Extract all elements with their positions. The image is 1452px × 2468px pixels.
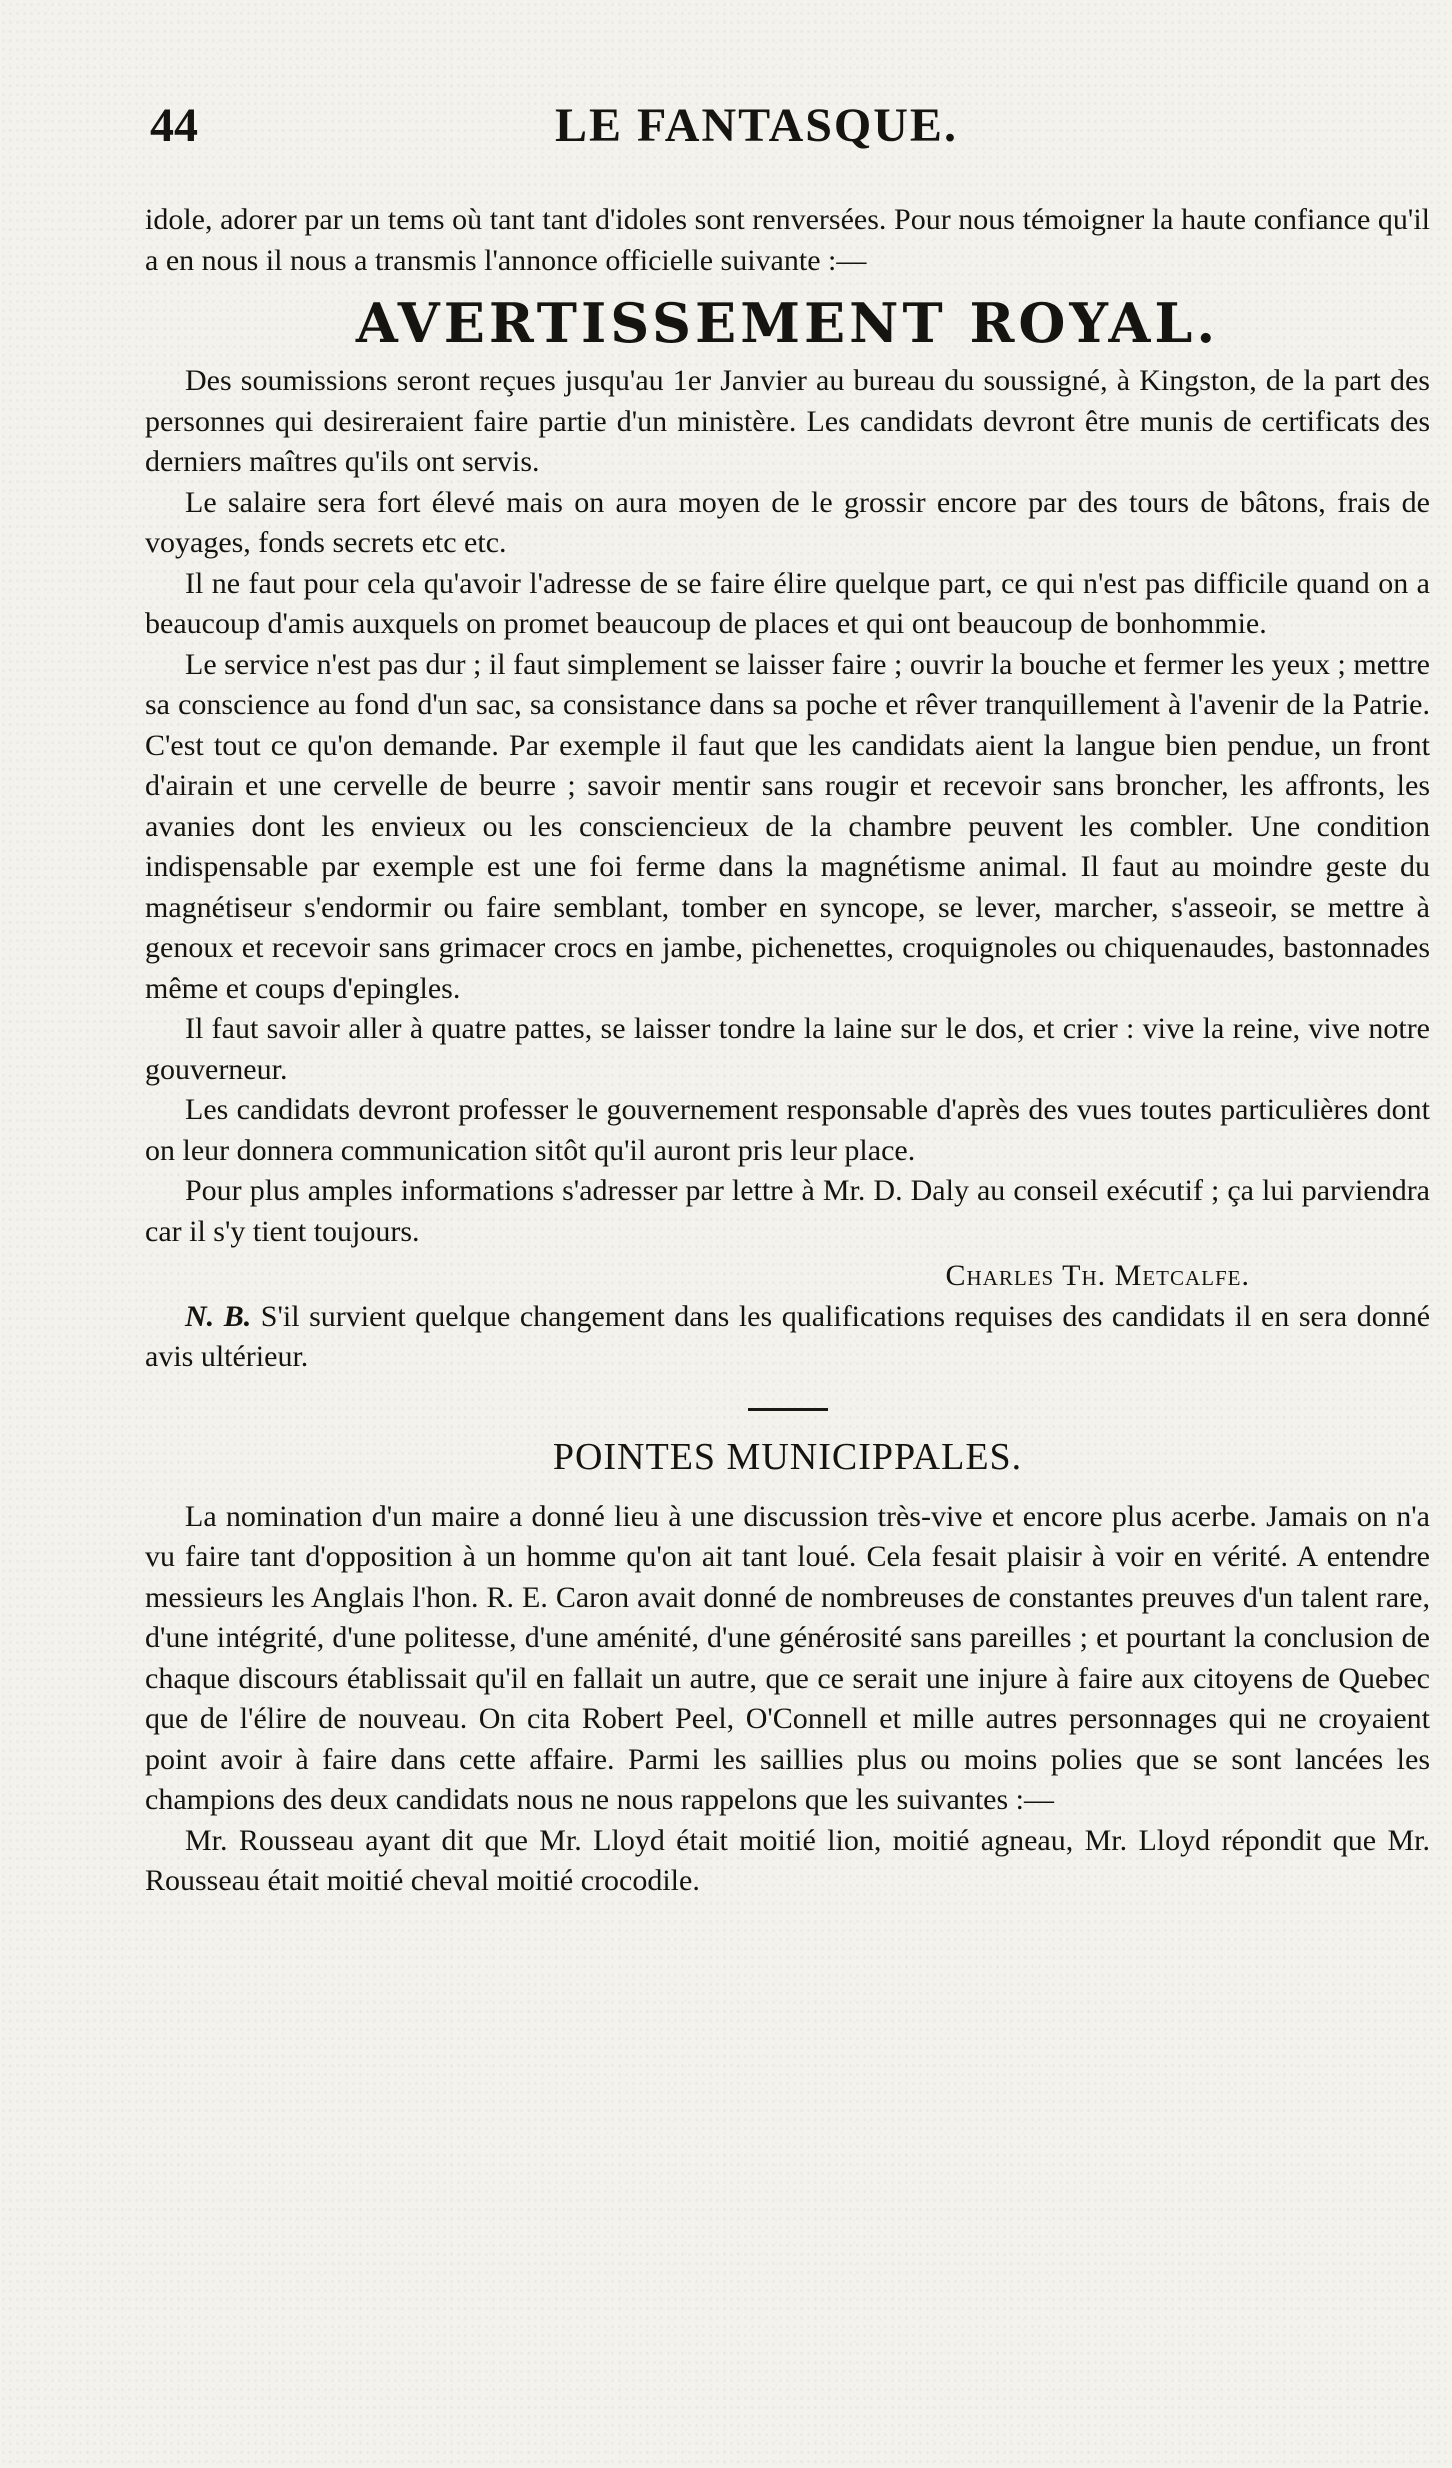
municipal-paragraph: Mr. Rousseau ayant dit que Mr. Lloyd était moitié lion, moitié agneau, Mr. Lloyd répondit que Mr. Rousseau était moitié cheval moitié crocodile. [145,1823,1430,1897]
notice-paragraph: Pour plus amples informations s'adresser par lettre à Mr. D. Daly au conseil exécutif ; ça lui parviendra car il s'y tient toujours. [145,1174,1430,1248]
page-number: 44 [150,99,198,152]
nota-bene-text: S'il survient quelque changement dans les qualifications requises des candidats il en sera donné avis ultérieur. [145,1299,1431,1373]
notice-paragraph: Le service n'est pas dur ; il faut simplement se laisser faire ; ouvrir la bouche et fermer les yeux ; mettre sa conscience au fond d'un sac, sa consistance dans sa poche et rêver tranquillement à l'avenir de la Patrie. C'est tout ce qu'on demande. Par exemple il faut que les candidats aient la langue bien pendue, un front d'airain et une cervelle de beurre ; savoir mentir sans rougir et recevoir sans broncher, les affronts, les avanies dont les envieux ou les consciencieux de la chambre peuvent les combler. Une condition indispensable par exemple est une foi ferme dans la magnétisme animal. Il faut au moindre geste du magnétiseur s'endormir ou faire semblant, tomber en syncope, se lever, marcher, s'asseoir, se mettre à genoux et recevoir sans grimacer crocs en jambe, pichenettes, croquignoles ou chiquenaudes, bastonnades même et coups d'epingles. [145,647,1430,1005]
intro-paragraph: idole, adorer par un tems où tant tant d'idoles sont renversées. Pour nous témoigner la haute confiance qu'il a en nous il nous a transmis l'annonce officielle suivante :— [145,203,1430,277]
section-divider [748,1408,828,1411]
notice-title: AVERTISSEMENT ROYAL. [355,291,1220,355]
notice-paragraph: Il faut savoir aller à quatre pattes, se laisser tondre la laine sur le dos, et crier : vive la reine, vive notre gouverneur. [145,1012,1430,1086]
notice-paragraph: Le salaire sera fort élevé mais on aura moyen de le grossir encore par des tours de bâtons, frais de voyages, fonds secrets etc etc. [145,485,1430,559]
nota-bene-mark: N. B. [185,1299,252,1333]
signature: Charles Th. Metcalfe. [945,1259,1250,1292]
running-head: LE FANTASQUE. [555,99,958,152]
nota-bene [145,1297,1430,1378]
section-title: POINTES MUNICIPPALES. [552,1435,1023,1478]
notice-paragraph: Il ne faut pour cela qu'avoir l'adresse de se faire élire quelque part, ce qui n'est pas difficile quand on a beaucoup d'amis auxquels on promet beaucoup de places et qui ont beaucoup de bonhommie. [145,566,1430,640]
notice-paragraph: Les candidats devront professer le gouvernement responsable d'après des vues toutes particulières dont on leur donnera communication sitôt qu'il auront pris leur place. [145,1093,1430,1167]
page-body [145,200,1430,1902]
municipal-paragraph: La nomination d'un maire a donné lieu à une discussion très-vive et encore plus acerbe. Jamais on n'a vu faire tant d'opposition à un homme qu'on ait tant loué. Cela fesait plaisir à voir en vérité. A entendre messieurs les Anglais l'hon. R. E. Caron avait donné de nombreuses de constantes preuves d'un talent rare, d'une intégrité, d'une politesse, d'une aménité, d'une générosité sans pareilles ; et pourtant la conclusion de chaque discours établissait qu'il en fallait un autre, que ce serait une injure à faire aux citoyens de Quebec que de l'élire de nouveau. On cita Robert Peel, O'Connell et mille autres personnages qui ne croyaient point avoir à faire dans cette affaire. Parmi les saillies plus ou moins polies que se sont lancées les champions des deux candidats nous ne nous rappelons que les suivantes :— [145,1499,1430,1816]
notice-paragraph: Des soumissions seront reçues jusqu'au 1er Janvier au bureau du soussigné, à Kingston, de la part des personnes qui desireraient faire partie d'un ministère. Les candidats devront être munis de certificats des derniers maîtres qu'ils ont servis. [145,364,1430,478]
